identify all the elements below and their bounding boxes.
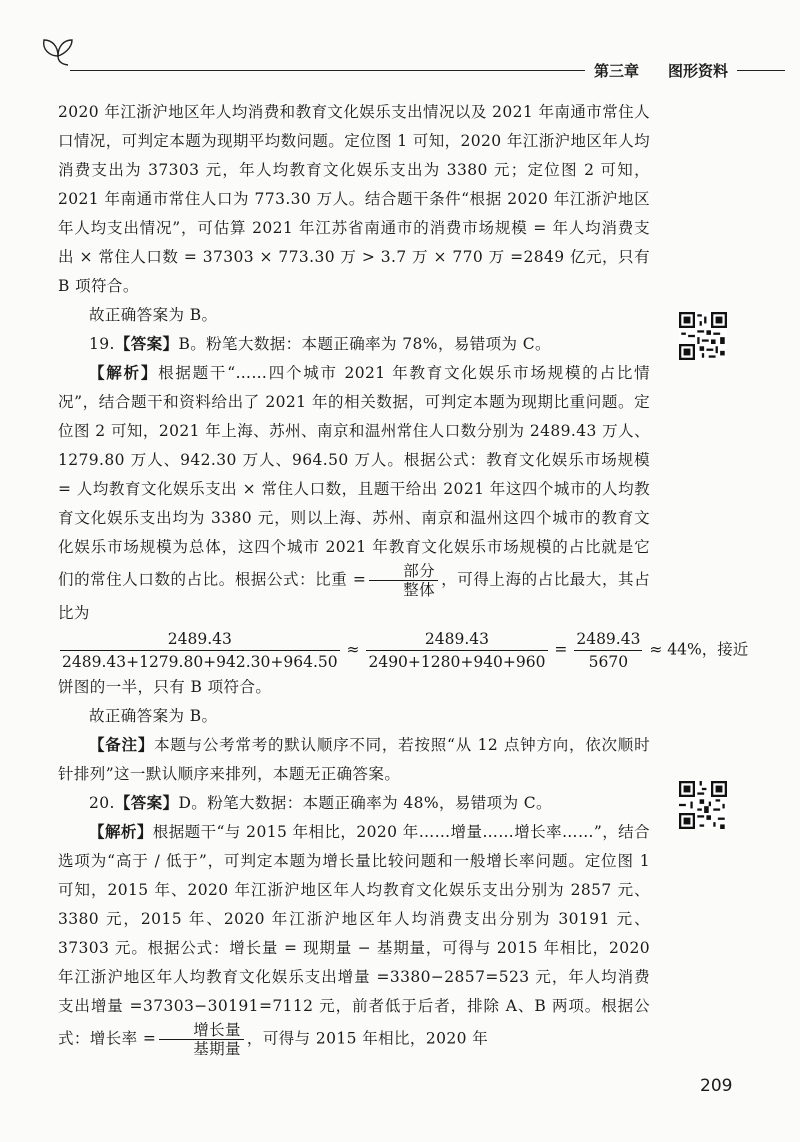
section-label: 图形资料: [662, 60, 734, 81]
chapter-label: 第三章: [588, 60, 645, 81]
qr-code-icon[interactable]: [679, 312, 727, 360]
fraction-numerator: 增长量: [159, 1021, 244, 1040]
q20-analysis-text: 根据题干“与 2015 年相比，2020 年……增量……增长率……”，结合选项为“高于 / 低于”，可判定本题为增长量比较问题和一般增长率问题。定位图 1 可知，2015 年、2020 年江浙沪地区年人均教育文化娱乐支出分别为 2857 元、3380 元，2015 年、2020 年江浙沪地区年人均消费支出分别为 30191 元、37303 元。根据公式：增长量 = 现期量 − 基期量，可得与 2015 年相比，2020 年江浙沪地区年人均教育文化娱乐支出增量 =3380−2857=523 元，年人均消费支出增量 =37303−30191=7112 元，前者低于后者，排除 A、B 两项。根据公式：增长率 =: [58, 823, 650, 1048]
q19-answer: [58, 330, 650, 359]
header-rule-left: [70, 70, 585, 71]
q19-analysis: [58, 359, 650, 628]
answer-tag: 【答案】: [114, 335, 179, 353]
q19-after-fraction: ，可得上海的占比最大，其占比为: [58, 570, 650, 622]
ratio-fraction: [369, 562, 438, 599]
formula-fraction-1: [60, 628, 340, 673]
note-text: 本题与公考常考的默认顺序不同，若按照“从 12 点钟方向，依次顺时针排列”这一默认顺序来排列，本题无正确答案。: [58, 736, 650, 783]
page-number: 209: [700, 1076, 733, 1096]
paragraph-q18-tail: 2020 年江浙沪地区年人均消费和教育文化娱乐支出情况以及 2021 年南通市常住人口情况，可判定本题为现期平均数问题。定位图 1 可知，2020 年江浙沪地区年人均消费支出为 37303 元，年人均教育文化娱乐支出为 3380 元；定位图 2 可知，2021 年南通市常住人口为 773.30 万人。结合题干条件“根据 2020 年江浙沪地区年人均支出情况”，可估算 2021 年江苏省南通市的消费市场规模 = 年人均消费支出 × 常住人口数 = 37303 × 773.30 万 > 3.7 万 × 770 万 =2849 亿元，只有 B 项符合。: [58, 103, 650, 295]
q20-after-fraction: ，可得与 2015 年相比，2020 年: [246, 1029, 489, 1048]
page-body: [58, 98, 749, 1058]
leaf-ornament-icon: [38, 34, 78, 66]
formula-3-denominator: 5670: [588, 653, 629, 671]
analysis-tag: 【解析】: [89, 823, 153, 841]
q19-end: 饼图的一半，只有 B 项符合。: [58, 678, 272, 696]
formula-fraction-2: [366, 628, 547, 673]
formula-1-denominator: 2489.43+1279.80+942.30+964.50: [62, 653, 338, 671]
note-tag: 【备注】: [89, 736, 155, 754]
qr-code-icon[interactable]: [679, 781, 727, 829]
q20-answer: [58, 789, 650, 818]
formula-tail: ≈ 44%，接近: [649, 640, 749, 659]
formula-1-numerator: 2489.43: [60, 628, 340, 651]
q19-conclusion: 故正确答案为 B。: [89, 707, 218, 725]
shanghai-share-formula: $\frac{2489.43}{2489.43+1279.80+942.30+964.50}$ ≈ $\frac{2489.43}{2490+1280+940+960}$ = $\frac{2489.43}{5670}$ ≈ 44%，接近: [62, 630, 749, 671]
q19-note: [58, 731, 650, 789]
formula-2-numerator: 2489.43: [366, 628, 547, 651]
analysis-tag: 【解析】: [89, 364, 159, 382]
formula-fraction-3: [574, 628, 642, 673]
growth-rate-fraction: [159, 1021, 244, 1058]
q18-conclusion: 故正确答案为 B。: [89, 306, 218, 324]
formula-2-denominator: 2490+1280+940+960: [368, 653, 546, 671]
fraction-denominator: 基期量: [193, 1040, 241, 1058]
q20-analysis: [58, 818, 650, 1058]
header-rule-right: [737, 70, 785, 71]
answer-tag: 【答案】: [114, 794, 179, 812]
fraction-denominator: 整体: [403, 581, 436, 599]
q20-answer-text: D。粉笔大数据：本题正确率为 48%，易错项为 C。: [178, 794, 552, 812]
q19-answer-text: B。粉笔大数据：本题正确率为 78%，易错项为 C。: [178, 335, 551, 353]
page-header: [0, 0, 800, 80]
formula-3-numerator: 2489.43: [574, 628, 642, 651]
fraction-numerator: 部分: [369, 562, 438, 581]
q19-number: 19.: [89, 335, 115, 353]
q20-number: 20.: [89, 794, 115, 812]
q19-analysis-text: 根据题干“……四个城市 2021 年教育文化娱乐市场规模的占比情况”，结合题干和资料给出了 2021 年的相关数据，可判定本题为现期比重问题。定位图 2 可知，2021 年上海、苏州、南京和温州常住人口数分别为 2489.43 万人、1279.80 万人、942.30 万人、964.50 万人。根据公式：教育文化娱乐市场规模 = 人均教育文化娱乐支出 × 常住人口数，且题干给出 2021 年这四个城市的人均教育文化娱乐支出均为 3380 元，则以上海、苏州、南京和温州这四个城市的教育文化娱乐市场规模为总体，这四个城市 2021 年教育文化娱乐市场规模的占比就是它们的常住人口数的占比。根据公式：比重 =: [58, 364, 650, 589]
